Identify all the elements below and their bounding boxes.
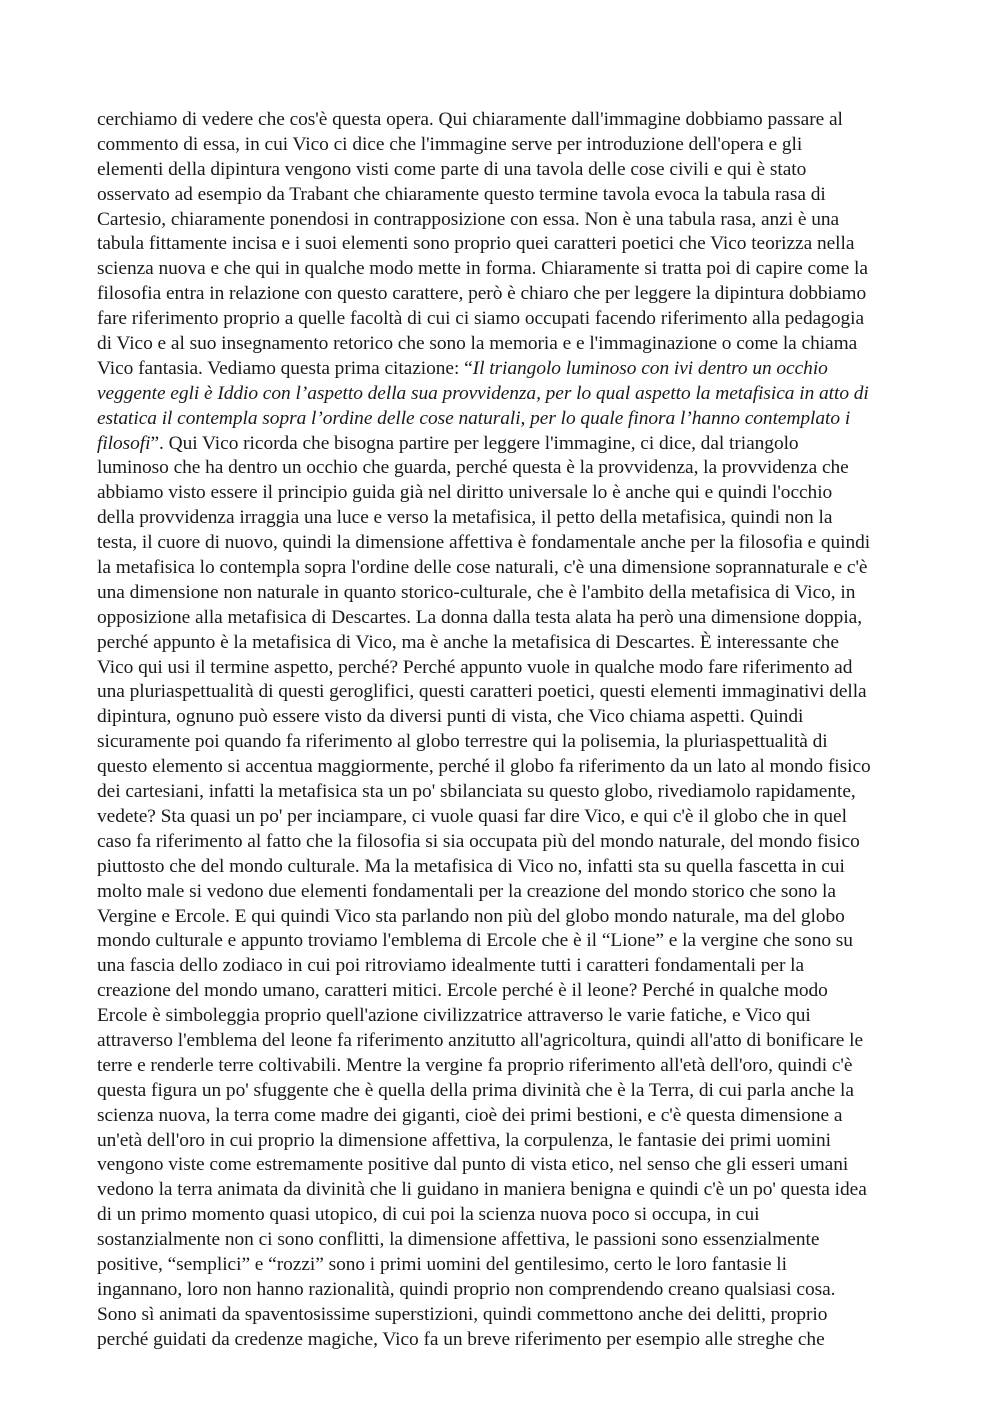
text-line: dei cartesiani, infatti la metafisica sta un po' sbilanciata su questo globo, rivediamolo rapidamente, [97, 781, 856, 803]
text-line: scienza nuova e che qui in qualche modo mette in forma. Chiaramente si tratta poi di capire come la [97, 258, 868, 280]
text-line: Cartesio, chiaramente ponendosi in contrapposizione con essa. Non è una tabula rasa, anzi è una [97, 208, 840, 230]
text-line [97, 1353, 915, 1378]
quote-italic: Il triangolo luminoso con ivi dentro un occhio [472, 357, 828, 379]
quote-italic: veggente egli è Iddio con l’aspetto della sua provvidenza, per lo qual aspetto la metafisica in atto di [97, 382, 869, 404]
text-line: ingannano, loro non hanno razionalità, quindi proprio non comprendendo creano qualsiasi cosa. [97, 1278, 836, 1300]
text-line: osservato ad esempio da Trabant che chiaramente questo termine tavola evoca la tabula rasa di [97, 183, 826, 205]
text-line: cerchiamo di vedere che cos'è questa opera. Qui chiaramente dall'immagine dobbiamo passare al [97, 109, 843, 130]
text-line: luminoso che ha dentro un occhio che guarda, perché questa è la provvidenza, la provvidenza che [97, 457, 849, 479]
text-line: Vico qui usi il termine aspetto, perché? Perché appunto vuole in qualche modo fare riferimento ad [97, 656, 853, 678]
text-line: sostanzialmente non ci sono conflitti, la dimensione affettiva, le passioni sono essenzialmente [97, 1229, 820, 1251]
text-line: opposizione alla metafisica di Descartes. La donna dalla testa alata ha però una dimensione doppia, [97, 606, 863, 628]
text-line: perché appunto è la metafisica di Vico, ma è anche la metafisica di Descartes. È interessante che [97, 631, 839, 653]
text-line: molto male si vedono due elementi fondamentali per la creazione del mondo storico che sono la [97, 880, 836, 902]
text-line: vengono viste come estremamente positive dal punto di vista etico, nel senso che gli esseri umani [97, 1154, 849, 1176]
text-line [97, 357, 915, 382]
text-line: testa, il cuore di nuovo, quindi la dimensione affettiva è fondamentale anche per la filosofia e quindi [97, 532, 871, 554]
text-line: creazione del mondo umano, caratteri mitici. Ercole perché è il leone? Perché in qualche modo [97, 980, 828, 1002]
text-line [97, 382, 915, 407]
text-line: questa figura un po' sfuggente che è quella della prima divinità che è la Terra, di cui parla anche la [97, 1079, 854, 1101]
text-line: Ercole è simboleggia proprio quell'azione civilizzatrice attraverso le varie fatiche, e Vico qui [97, 1005, 811, 1027]
text-line: positive, “semplici” e “rozzi” sono i primi uomini del gentilesimo, certo le loro fantasie li [97, 1253, 787, 1275]
text-line: perché guidati da credenze magiche, Vico fa un breve riferimento per esempio alle streghe che [97, 1328, 825, 1350]
text-line: una dimensione non naturale in quanto storico-culturale, che è l'ambito della metafisica di Vico, in [97, 581, 856, 603]
text-line: la metafisica lo contempla sopra l'ordine delle cose naturali, c'è una dimensione soprannaturale e c'è [97, 557, 868, 579]
text-line: di Vico e al suo insegnamento retorico che sono la memoria e e l'immaginazione o come la chiama [97, 333, 858, 355]
text-line: attraverso l'emblema del leone fa riferimento anzitutto all'agricoltura, quindi all'atto di bonificare le [97, 1029, 864, 1051]
text-line: dipintura, ognuno può essere visto da diversi punti di vista, che Vico chiama aspetti. Quindi [97, 706, 804, 728]
text-line: fare riferimento proprio a quelle facoltà di cui ci siamo occupati facendo riferimento alla pedagogia [97, 308, 864, 330]
text-segment: Vico fantasia. Vediamo questa prima citazione: “ [97, 357, 473, 379]
text-segment: ”. Qui Vico ricorda che bisogna partire per leggere l'immagine, ci dice, dal triangolo [150, 432, 799, 454]
text-line: questo elemento si accentua maggiormente, perché il globo fa riferimento da un lato al mondo fisico [97, 756, 871, 778]
text-line [97, 407, 915, 432]
document-page [97, 108, 915, 1377]
text-line: terre e renderle terre coltivabili. Mentre la vergine fa proprio riferimento all'età dell'oro, quindi c'è [97, 1054, 853, 1076]
quote-italic: filosofi [97, 432, 151, 454]
text-line: una fascia dello zodiaco in cui poi ritroviamo idealmente tutti i caratteri fondamentali per la [97, 955, 805, 977]
text-line: elementi della dipintura vengono visti come parte di una tavola delle cose civili e qui è stato [97, 158, 807, 180]
text-line: una pluriaspettualità di questi geroglifici, questi caratteri poetici, questi elementi immaginativi della [97, 681, 867, 703]
text-line: scienza nuova, la terra come madre dei giganti, cioè dei primi bestioni, e c'è questa dimensione a [97, 1104, 843, 1126]
text-line: caso fa riferimento al fatto che la filosofia si sia occupata più del mondo naturale, del mondo fisico [97, 830, 860, 852]
quote-italic: estatica il contempla sopra l’ordine delle cose naturali, per lo quale finora l’hanno contemplato i [97, 407, 851, 429]
text-line: mondo culturale e appunto troviamo l'emblema di Ercole che è il “Lione” e la vergine che sono su [97, 930, 853, 952]
text-line: Sono sì animati da spaventosissime superstizioni, quindi commettono anche dei delitti, proprio [97, 1303, 828, 1325]
text-line: vedono la terra animata da divinità che li guidano in maniera benigna e quindi c'è un po' questa idea [97, 1179, 867, 1201]
text-line: piuttosto che del mondo culturale. Ma la metafisica di Vico no, infatti sta su quella fascetta in cui [97, 855, 845, 877]
text-line: filosofia entra in relazione con questo carattere, però è chiaro che per leggere la dipintura dobbiamo [97, 283, 867, 305]
text-line: un'età dell'oro in cui proprio la dimensione affettiva, la corpulenza, le fantasie dei primi uomini [97, 1129, 831, 1151]
text-line: tabula fittamente incisa e i suoi elementi sono proprio quei caratteri poetici che Vico teorizza nella [97, 233, 855, 255]
text-line: vedete? Sta quasi un po' per inciampare, ci vuole quasi far dire Vico, e qui c'è il globo che in quel [97, 805, 847, 827]
text-line: abbiamo visto essere il principio guida già nel diritto universale lo è anche qui e quindi l'occhio [97, 482, 833, 504]
text-line: commento di essa, in cui Vico ci dice che l'immagine serve per introduzione dell'opera e gli [97, 133, 803, 155]
text-line: di un primo momento quasi utopico, di cui poi la scienza nuova poco si occupa, in cui [97, 1204, 760, 1226]
text-line: sicuramente poi quando fa riferimento al globo terrestre qui la polisemia, la pluriaspettualità di [97, 731, 828, 753]
text-line [97, 432, 915, 457]
text-line: Vergine e Ercole. E qui quindi Vico sta parlando non più del globo mondo naturale, ma del globo [97, 905, 845, 927]
text-line: della provvidenza irraggia una luce e verso la metafisica, il petto della metafisica, quindi non la [97, 507, 833, 529]
